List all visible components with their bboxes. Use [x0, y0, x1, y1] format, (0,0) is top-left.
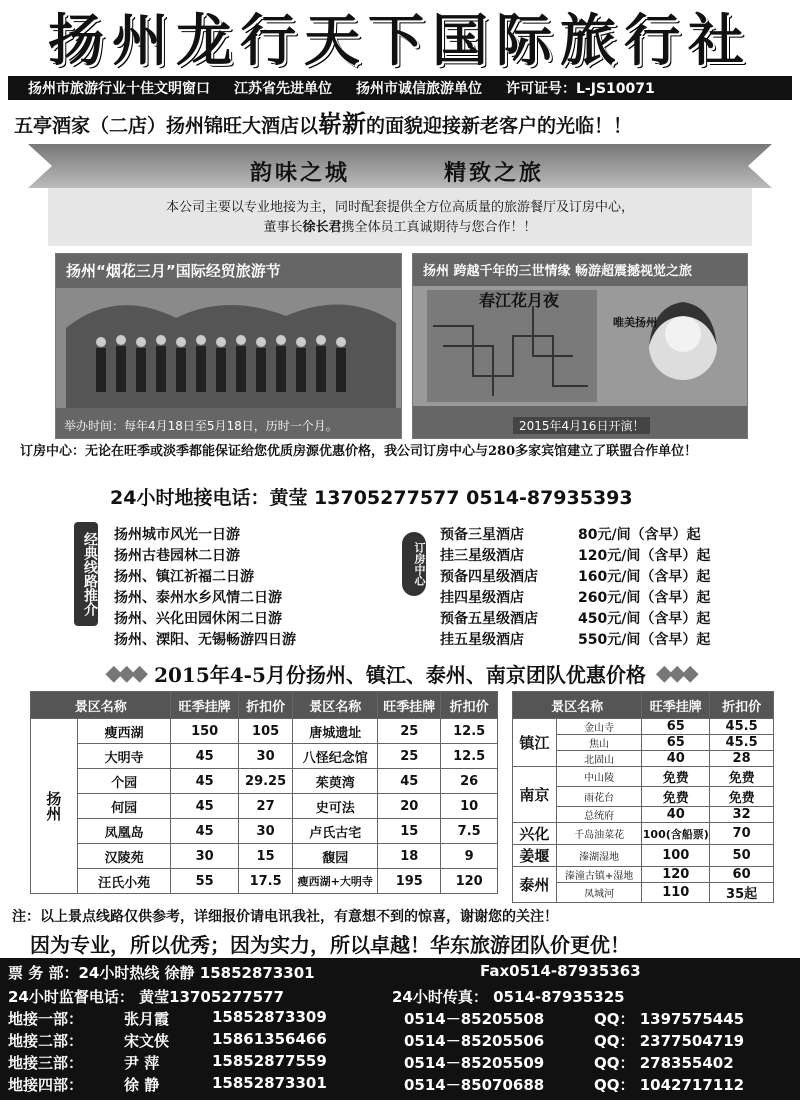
- dept-label: 地接四部：: [8, 1076, 84, 1094]
- table-row: [31, 844, 498, 869]
- cell: 15: [238, 844, 292, 869]
- city-cell: 镇江: [513, 719, 557, 767]
- cell: 汪氏小苑: [77, 869, 171, 894]
- city-cell: 扬州: [31, 719, 78, 894]
- cell: 45: [378, 769, 441, 794]
- cell: 7.5: [441, 819, 498, 844]
- hotel-price: 80元/间（含早）起: [578, 527, 701, 543]
- cell: 45.5: [710, 719, 774, 735]
- col-header: 景区名称: [293, 692, 378, 719]
- cell: 45: [171, 744, 238, 769]
- hotel-name: 预备四星级酒店: [440, 569, 538, 585]
- cell: 金山寺: [556, 719, 642, 735]
- cell: 溱湖湿地: [556, 845, 642, 867]
- dept-tel: 0514－85205506: [404, 1032, 545, 1050]
- dept-label: 地接一部：: [8, 1010, 84, 1028]
- cell: 中山陵: [556, 767, 642, 787]
- cell: 25: [378, 744, 441, 769]
- honor-1: 扬州市旅游行业十佳文明窗口: [28, 81, 210, 97]
- table-row: [31, 869, 498, 894]
- slogan-left: 韵味之城: [250, 160, 351, 186]
- cell: 30: [238, 744, 292, 769]
- cell: 105: [238, 719, 292, 744]
- route-item: 扬州、溧阳、无锡畅游四日游: [114, 632, 296, 648]
- cell: 八怪纪念馆: [293, 744, 378, 769]
- dept-mobile: 15852873309: [212, 1008, 327, 1026]
- cell: 100: [642, 845, 710, 867]
- ticket-line: 票 务 部：24小时热线 徐静 15852873301: [8, 964, 315, 982]
- cell: 北固山: [556, 751, 642, 767]
- dept-qq: QQ： 2377504719: [594, 1032, 745, 1050]
- route-item: 扬州、镇江祈福二日游: [114, 569, 254, 585]
- cell: 195: [378, 869, 441, 894]
- cell: 12.5: [441, 719, 498, 744]
- show-photo-panel: [412, 253, 748, 439]
- cell: 大明寺: [77, 744, 171, 769]
- cell: 27: [238, 794, 292, 819]
- col-header: 旺季挂牌: [642, 692, 710, 719]
- cell: 26: [441, 769, 498, 794]
- cell: 45: [171, 794, 238, 819]
- cell: 45: [171, 769, 238, 794]
- cell: 55: [171, 869, 238, 894]
- cell: 18: [378, 844, 441, 869]
- dept-qq: QQ： 1042717112: [594, 1076, 745, 1094]
- cell: 32: [710, 807, 774, 823]
- cell: 100(含船票): [642, 823, 710, 845]
- cell: 120: [642, 867, 710, 883]
- cell: 29.25: [238, 769, 292, 794]
- cell: 20: [378, 794, 441, 819]
- cell: 免费: [642, 767, 710, 787]
- cell: 65: [642, 735, 710, 751]
- cell: 25: [378, 719, 441, 744]
- cell: 30: [238, 819, 292, 844]
- cell: 凤城河: [556, 883, 642, 903]
- cell: 45.5: [710, 735, 774, 751]
- chairman-name: 徐长君: [302, 220, 342, 235]
- table-row: [513, 845, 774, 867]
- cell: 焦山: [556, 735, 642, 751]
- col-header: 景区名称: [31, 692, 171, 719]
- dept-mobile: 15861356466: [212, 1030, 327, 1048]
- dept-qq: QQ： 278355402: [594, 1054, 734, 1072]
- cell: 65: [642, 719, 710, 735]
- city-cell: 泰州: [513, 867, 557, 903]
- honors-bar: [8, 76, 792, 100]
- dept-mobile: 15852877559: [212, 1052, 327, 1070]
- dept-person: 徐 静: [124, 1076, 160, 1094]
- route-item: 扬州古巷园林二日游: [114, 548, 240, 564]
- yangzhou-price-table: [30, 691, 498, 894]
- dept-person: 宋文侠: [124, 1032, 170, 1050]
- diamond-icon: ◆◆◆: [655, 660, 695, 686]
- route-item: 扬州城市风光一日游: [114, 527, 240, 543]
- headline-post: 的面貌迎接新老客户的光临！！: [366, 115, 633, 137]
- headline-big: 崭新: [318, 110, 367, 138]
- hotel-name: 预备三星酒店: [440, 527, 524, 543]
- show-caption: 2015年4月16日开演！: [513, 417, 650, 434]
- cell: 史可法: [293, 794, 378, 819]
- dept-qq: QQ： 1397575445: [594, 1010, 745, 1028]
- cell: 35起: [710, 883, 774, 903]
- cell: 50: [710, 845, 774, 867]
- col-header: 景区名称: [513, 692, 642, 719]
- table-row: [31, 719, 498, 744]
- city-cell: 南京: [513, 767, 557, 823]
- dept-label: 地接三部：: [8, 1054, 84, 1072]
- dept-tel: 0514－85070688: [404, 1076, 545, 1094]
- table-row: [31, 819, 498, 844]
- routes-hotels-section: [70, 516, 790, 648]
- fax24-line: 24小时传真： 0514-87935325: [392, 988, 625, 1006]
- cell: 瘦西湖: [77, 719, 171, 744]
- cell: 免费: [710, 767, 774, 787]
- agency-title: 扬州龙行天下国际旅行社: [48, 9, 752, 74]
- hotel-name: 挂三星级酒店: [440, 548, 524, 564]
- hotel-name: 挂五星级酒店: [440, 632, 524, 648]
- festival-title: 扬州“烟花三月”国际经贸旅游节: [66, 262, 281, 280]
- col-header: 折扣价: [710, 692, 774, 719]
- cell: 卢氏古宅: [293, 819, 378, 844]
- section-title-text: 2015年4-5月份扬州、镇江、泰州、南京团队优惠价格: [154, 662, 646, 687]
- table-row: [31, 794, 498, 819]
- routes-label: 经典线路推介: [74, 522, 98, 626]
- hotel-price: 550元/间（含早）起: [578, 632, 711, 648]
- dept-label: 地接二部：: [8, 1032, 84, 1050]
- cell: 何园: [77, 794, 171, 819]
- col-header: 折扣价: [441, 692, 498, 719]
- cell: 唐城遗址: [293, 719, 378, 744]
- contact-block: [0, 958, 800, 1100]
- intro-text: [28, 198, 772, 238]
- table-row: [513, 767, 774, 787]
- show-poster: [413, 286, 747, 406]
- dept-person: 张月霞: [124, 1010, 170, 1028]
- diamond-icon: ◆◆◆: [105, 660, 145, 686]
- price-section-title: [0, 658, 800, 688]
- cell: 30: [171, 844, 238, 869]
- cell: 免费: [642, 787, 710, 807]
- cell: 28: [710, 751, 774, 767]
- dept-tel: 0514－85205508: [404, 1010, 545, 1028]
- cell: 120: [441, 869, 498, 894]
- cell: 雨花台: [556, 787, 642, 807]
- dept-person: 尹 萍: [124, 1054, 160, 1072]
- poster-sub: 唯美扬州: [613, 316, 657, 329]
- cell: 15: [378, 819, 441, 844]
- city-cell: 姜堰: [513, 845, 557, 867]
- show-title: 扬州 跨越千年的三世情缘 畅游超震撼视觉之旅: [423, 264, 693, 279]
- cell: 40: [642, 807, 710, 823]
- cell: 150: [171, 719, 238, 744]
- honor-2: 江苏省先进单位: [234, 81, 332, 97]
- honor-3: 扬州市诚信旅游单位: [356, 81, 482, 97]
- table-row: [31, 769, 498, 794]
- intro-line-1: 本公司主要以专业地接为主，同时配套提供全方位高质量的旅游餐厅及订房中心，: [165, 200, 634, 215]
- table-row: [513, 719, 774, 735]
- poster-text: 春江花月夜: [479, 291, 560, 310]
- cell: 千岛油菜花: [556, 823, 642, 845]
- hotline: 24小时地接电话：黄莹 13705277577 0514-87935393: [110, 487, 633, 509]
- motto: 因为专业，所以优秀；因为实力，所以卓越！华东旅游团队价更优！: [30, 933, 630, 957]
- hotel-name: 预备五星级酒店: [440, 611, 538, 627]
- cell: 70: [710, 823, 774, 845]
- hotel-price: 450元/间（含早）起: [578, 611, 711, 627]
- intro-line-2-post: 携全体员工真诚期待与您合作！！: [341, 220, 537, 235]
- cell: 溱潼古镇+湿地: [556, 867, 642, 883]
- intro-banner: [28, 140, 772, 246]
- dept-mobile: 15852873301: [212, 1074, 327, 1092]
- table-row: [31, 744, 498, 769]
- booking-note: 订房中心：无论在旺季或淡季都能保证给您优质房源优惠价格，我公司订房中心与280多家宾馆建立了联盟合作单位！: [20, 444, 698, 459]
- cell: 免费: [710, 787, 774, 807]
- cell: 个园: [77, 769, 171, 794]
- cell: 60: [710, 867, 774, 883]
- col-header: 折扣价: [238, 692, 292, 719]
- route-item: 扬州、兴化田园休闲二日游: [114, 611, 282, 627]
- cell: 9: [441, 844, 498, 869]
- fax-line: Fax0514-87935363: [480, 962, 641, 980]
- cell: 12.5: [441, 744, 498, 769]
- regional-price-table: [512, 691, 774, 903]
- festival-photo-panel: [55, 253, 402, 439]
- cell: 10: [441, 794, 498, 819]
- cell: 110: [642, 883, 710, 903]
- table-row: [513, 867, 774, 883]
- footnote: 注：以上景点线路仅供参考，详细报价请电讯我社，有意想不到的惊喜，谢谢您的关注！: [12, 909, 558, 925]
- hotel-price: 120元/间（含早）起: [578, 548, 711, 564]
- hotel-price: 160元/间（含早）起: [578, 569, 711, 585]
- cell: 瘦西湖+大明寺: [293, 869, 378, 894]
- cell: 茱萸湾: [293, 769, 378, 794]
- hotel-name: 挂四星级酒店: [440, 590, 524, 606]
- cell: 17.5: [238, 869, 292, 894]
- festival-caption: 举办时间：每年4月18日至5月18日，历时一个月。: [64, 419, 338, 433]
- festival-photo: [56, 288, 401, 408]
- cell: 40: [642, 751, 710, 767]
- intro-line-2-pre: 董事长: [263, 220, 303, 235]
- supervise-line: 24小时监督电话： 黄莹13705277577: [8, 988, 284, 1006]
- hotels-label: 订房中心: [402, 532, 426, 596]
- cell: 馥园: [293, 844, 378, 869]
- col-header: 旺季挂牌: [378, 692, 441, 719]
- hotel-price: 260元/间（含早）起: [578, 590, 711, 606]
- slogan-right: 精致之旅: [444, 160, 545, 186]
- cell: 凤凰岛: [77, 819, 171, 844]
- route-item: 扬州、泰州水乡风情二日游: [114, 590, 282, 606]
- license-number: 许可证号：L-JS10071: [506, 81, 655, 97]
- cell: 汉陵苑: [77, 844, 171, 869]
- dept-tel: 0514－85205509: [404, 1054, 545, 1072]
- table-row: [513, 823, 774, 845]
- headline: [14, 104, 794, 139]
- city-cell: 兴化: [513, 823, 557, 845]
- col-header: 旺季挂牌: [171, 692, 238, 719]
- cell: 总统府: [556, 807, 642, 823]
- headline-pre: 五亭酒家（二店）扬州锦旺大酒店以: [14, 115, 319, 137]
- cell: 45: [171, 819, 238, 844]
